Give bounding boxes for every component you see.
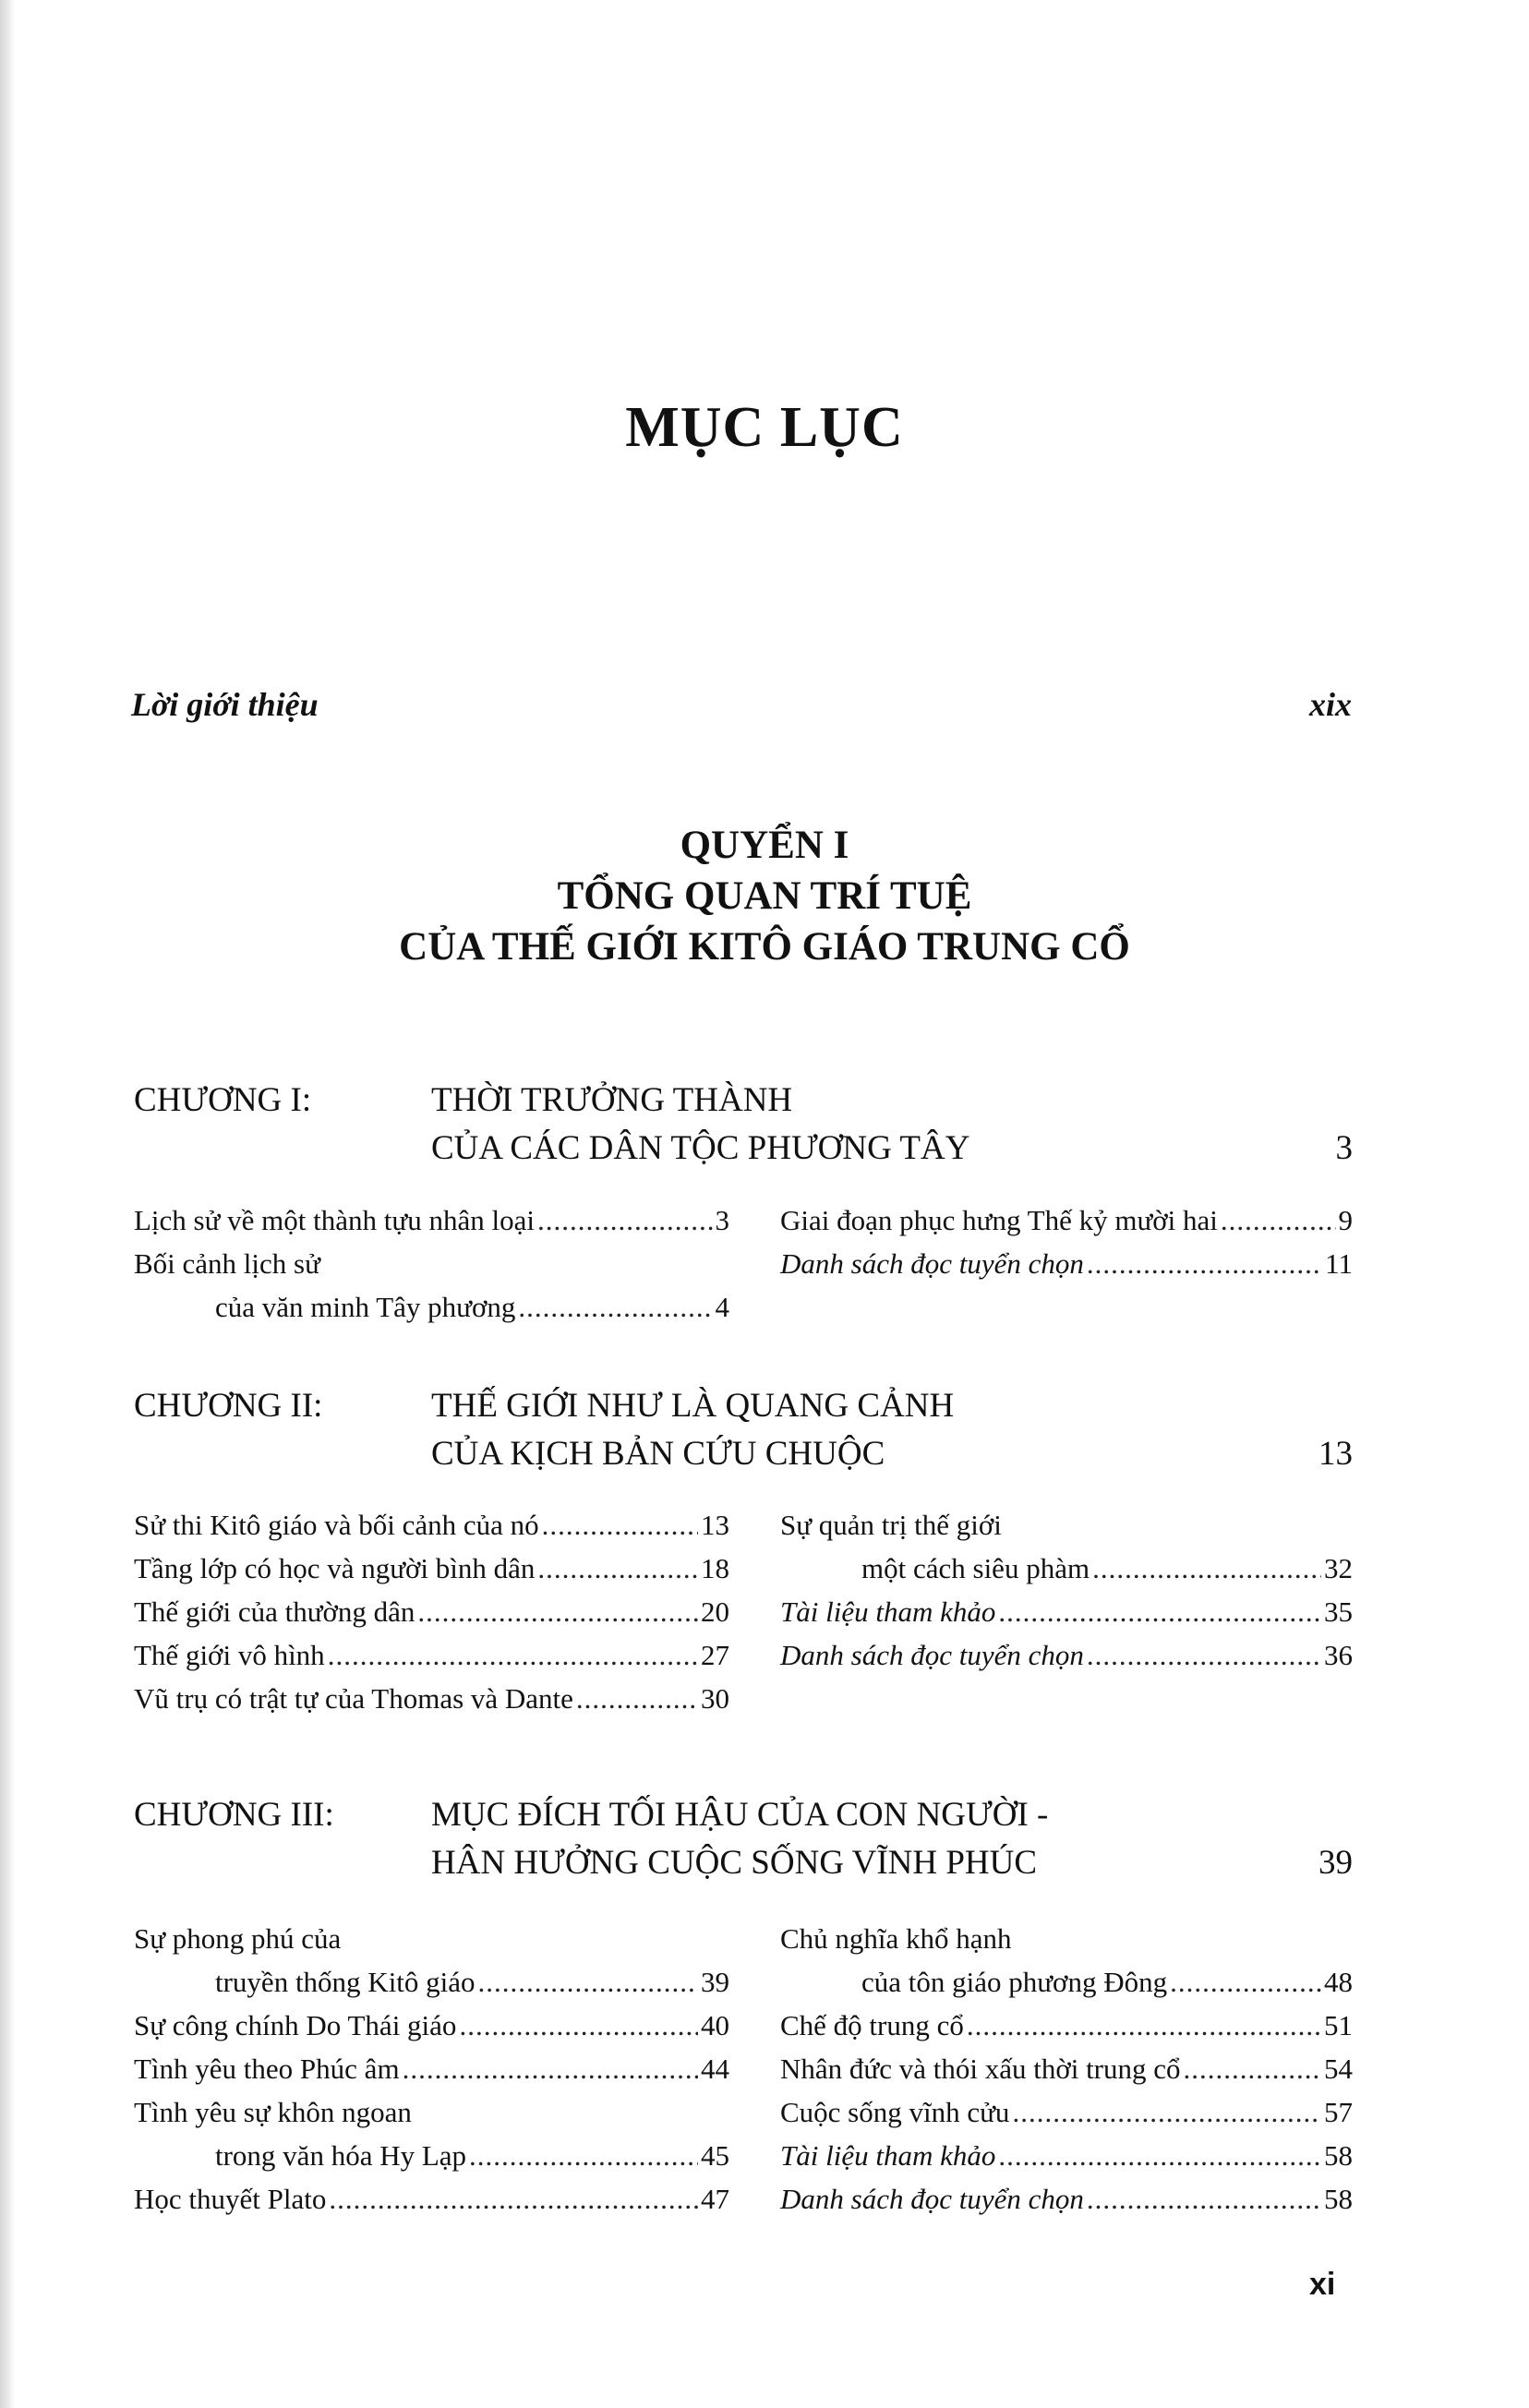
toc-entry[interactable]: Chế độ trung cổ ..... 51	[780, 2004, 1353, 2047]
toc-entry[interactable]: Danh sách đọc tuyển chọn ..... 11	[780, 1242, 1353, 1285]
chapter-page-number: 3	[1335, 1129, 1353, 1167]
dot-leader	[459, 2004, 698, 2047]
chapter-entries	[134, 1503, 1353, 1720]
entries-left-column	[134, 1198, 729, 1329]
toc-entry-continuation[interactable]: của văn minh Tây phương ..... 4	[134, 1285, 729, 1329]
book-title-line-2: CỦA THẾ GIỚI KITÔ GIÁO TRUNG CỔ	[399, 925, 1130, 969]
toc-entry-intro[interactable]	[131, 685, 1352, 724]
dot-leader	[998, 2134, 1321, 2177]
toc-entry[interactable]: Chủ nghĩa khổ hạnh	[780, 1922, 1012, 1955]
dot-leader	[1012, 2090, 1321, 2134]
toc-entry[interactable]: Học thuyết Plato ..... 47	[134, 2177, 729, 2221]
dot-leader	[1087, 1633, 1321, 1677]
chapter-page-number: 13	[1318, 1435, 1353, 1473]
dot-leader	[537, 1547, 698, 1590]
toc-entry-continuation[interactable]: truyền thống Kitô giáo ..... 39	[134, 1960, 729, 2004]
intro-page-number: xix	[1308, 686, 1352, 723]
chapter-title-line: THẾ GIỚI NHƯ LÀ QUANG CẢNH	[431, 1387, 955, 1425]
toc-entry[interactable]: Sự quản trị thế giới	[780, 1509, 1002, 1541]
toc-entry-continuation[interactable]: trong văn hóa Hy Lạp ..... 45	[134, 2134, 729, 2177]
dot-leader	[328, 1633, 698, 1677]
book-heading	[0, 820, 1529, 972]
chapter-title	[431, 1077, 969, 1173]
toc-entry[interactable]: Bối cảnh lịch sử	[134, 1247, 320, 1280]
toc-entry[interactable]: Tình yêu sự khôn ngoan	[134, 2096, 412, 2128]
dot-leader	[417, 1590, 698, 1633]
dot-leader	[998, 1590, 1321, 1633]
chapter-title-line: CỦA KỊCH BẢN CỨU CHUỘC	[431, 1435, 885, 1473]
dot-leader	[537, 1198, 713, 1242]
entries-right-column	[780, 1917, 1353, 2221]
entries-left-column	[134, 1917, 729, 2221]
chapter-label: CHƯƠNG I:	[134, 1081, 312, 1119]
toc-entry[interactable]: Tầng lớp có học và người bình dân ..... 18	[134, 1547, 729, 1590]
toc-entry[interactable]: Thế giới vô hình ..... 27	[134, 1633, 729, 1677]
dot-leader	[967, 2004, 1321, 2047]
chapter-title	[431, 1382, 954, 1478]
toc-entry[interactable]: Sự phong phú của	[134, 1922, 342, 1955]
book-number: QUYỂN I	[680, 824, 849, 867]
page-number: xi	[1309, 2267, 1336, 2302]
entries-right-column	[780, 1503, 1353, 1720]
toc-entry[interactable]: Vũ trụ có trật tự của Thomas và Dante ..... 30	[134, 1677, 729, 1720]
dot-leader	[542, 1503, 698, 1547]
chapter-page-number: 39	[1318, 1844, 1353, 1882]
toc-entry[interactable]: Nhân đức và thói xấu thời trung cổ ..... 54	[780, 2047, 1353, 2090]
book-title-line-1: TỔNG QUAN TRÍ TUỆ	[557, 874, 972, 918]
chapter-label: CHƯƠNG II:	[134, 1387, 323, 1425]
entries-right-column	[780, 1198, 1353, 1329]
toc-entry-continuation[interactable]: một cách siêu phàm ..... 32	[780, 1547, 1353, 1590]
dot-leader	[1184, 2047, 1321, 2090]
dot-leader	[478, 1960, 698, 2004]
toc-entry[interactable]: Tài liệu tham khảo ..... 35	[780, 1590, 1353, 1633]
entries-left-column	[134, 1503, 729, 1720]
dot-leader	[1087, 1242, 1322, 1285]
chapter-title-line: THỜI TRƯỞNG THÀNH	[431, 1081, 793, 1119]
toc-entry[interactable]: Giai đoạn phục hưng Thế kỷ mười hai ..... 9	[780, 1198, 1353, 1242]
dot-leader	[1170, 1960, 1321, 2004]
toc-entry[interactable]: Cuộc sống vĩnh cửu ..... 57	[780, 2090, 1353, 2134]
chapter-entries	[134, 1198, 1353, 1329]
dot-leader	[1221, 1198, 1336, 1242]
dot-leader	[469, 2134, 698, 2177]
chapter-title-line: MỤC ĐÍCH TỐI HẬU CỦA CON NGƯỜI -	[431, 1796, 1049, 1834]
page-edge-shadow	[0, 0, 15, 2408]
chapter-label: CHƯƠNG III:	[134, 1796, 334, 1834]
chapter-title	[431, 1791, 1048, 1887]
dot-leader	[329, 2177, 698, 2221]
toc-entry[interactable]: Danh sách đọc tuyển chọn ..... 58	[780, 2177, 1353, 2221]
page-title: MỤC LỤC	[625, 396, 904, 459]
intro-label: Lời giới thiệu	[131, 686, 319, 723]
toc-entry[interactable]: Lịch sử về một thành tựu nhân loại ..... 3	[134, 1198, 729, 1242]
toc-entry[interactable]: Tình yêu theo Phúc âm ..... 44	[134, 2047, 729, 2090]
dot-leader	[1092, 1547, 1321, 1590]
dot-leader	[576, 1677, 698, 1720]
dot-leader	[1087, 2177, 1321, 2221]
chapter-entries	[134, 1917, 1353, 2221]
dot-leader	[403, 2047, 698, 2090]
toc-entry[interactable]: Danh sách đọc tuyển chọn ..... 36	[780, 1633, 1353, 1677]
chapter-title-line: CỦA CÁC DÂN TỘC PHƯƠNG TÂY	[431, 1129, 970, 1167]
toc-entry-continuation[interactable]: của tôn giáo phương Đông ..... 48	[780, 1960, 1353, 2004]
toc-entry[interactable]: Tài liệu tham khảo ..... 58	[780, 2134, 1353, 2177]
dot-leader	[518, 1285, 712, 1329]
toc-entry[interactable]: Sử thi Kitô giáo và bối cảnh của nó ..... 13	[134, 1503, 729, 1547]
toc-entry[interactable]: Sự công chính Do Thái giáo ..... 40	[134, 2004, 729, 2047]
toc-entry[interactable]: Thế giới của thường dân ..... 20	[134, 1590, 729, 1633]
chapter-title-line: HÂN HƯỞNG CUỘC SỐNG VĨNH PHÚC	[431, 1844, 1038, 1882]
